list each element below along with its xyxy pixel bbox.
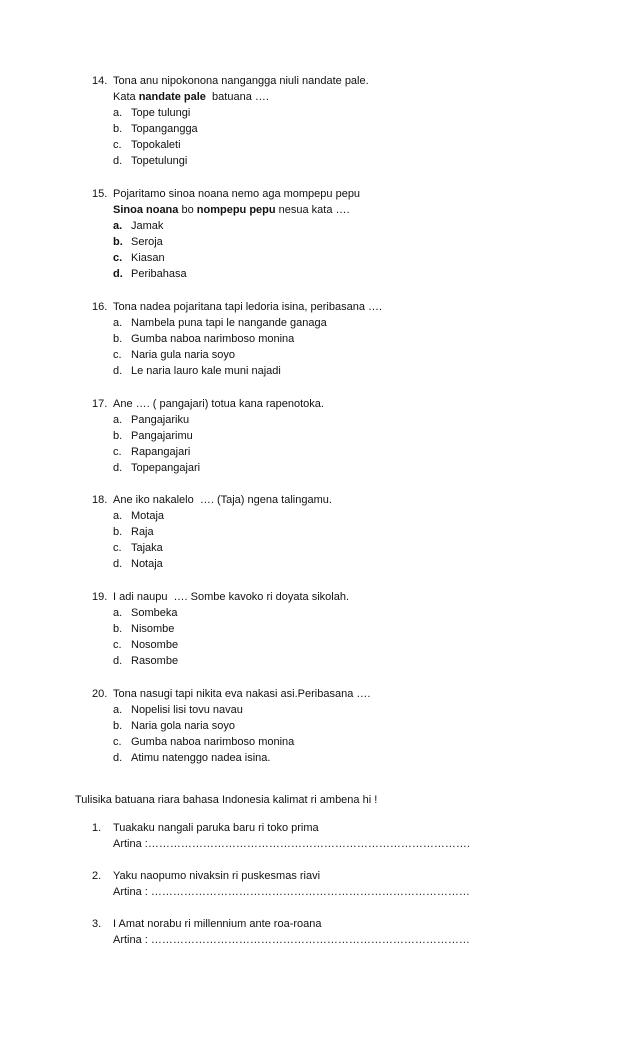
question-stem bbox=[92, 396, 612, 412]
option-a: a. Tope tulungi bbox=[113, 107, 191, 119]
question-20 bbox=[92, 686, 612, 766]
essay-item-2 bbox=[92, 868, 612, 900]
question-text: Pojaritamo sinoa noana nemo aga mompepu pepu bbox=[113, 188, 361, 200]
option-c: c. Tajaka bbox=[113, 542, 163, 554]
essay-answer-line: Artina : …………………………………………………………………………… bbox=[113, 934, 470, 946]
option-c: c. Topokaleti bbox=[113, 139, 181, 151]
essay-sentence bbox=[92, 820, 612, 836]
essay-text: Tuakaku nangali paruka baru ri toko prima bbox=[113, 822, 319, 834]
option-d: d. Atimu natenggo nadea isina. bbox=[113, 752, 271, 764]
question-number: 17. bbox=[92, 398, 108, 410]
essay-text: Yaku naopumo nivaksin ri puskesmas riavi bbox=[113, 870, 321, 882]
question-19 bbox=[92, 589, 612, 669]
bold-term: nandate pale bbox=[138, 91, 206, 103]
essay-text: I Amat norabu ri millennium ante roa-roana bbox=[113, 918, 322, 930]
option-d: d. Topepangajari bbox=[113, 462, 201, 474]
option-a: a. Nopelisi lisi tovu navau bbox=[113, 704, 243, 716]
question-number: 14. bbox=[92, 75, 108, 87]
essay-sentence bbox=[92, 916, 612, 932]
question-16 bbox=[92, 299, 612, 379]
question-number: 15. bbox=[92, 188, 108, 200]
option-b: b. Seroja bbox=[113, 236, 163, 248]
option-b: b. Topangangga bbox=[113, 123, 198, 135]
option-c: c. Kiasan bbox=[113, 252, 165, 264]
question-number: 16. bbox=[92, 301, 108, 313]
option-a: a. Pangajariku bbox=[113, 414, 190, 426]
essay-item-3 bbox=[92, 916, 612, 948]
option-b: b. Nisombe bbox=[113, 623, 175, 635]
essay-instruction: Tulisika batuana riara bahasa Indonesia kalimat ri ambena hi ! bbox=[75, 794, 378, 806]
question-stem bbox=[92, 686, 612, 702]
question-17 bbox=[92, 396, 612, 476]
question-text: I adi naupu …. Sombe kavoko ri doyata sikolah. bbox=[113, 591, 350, 603]
option-c: c. Nosombe bbox=[113, 639, 179, 651]
question-text: Ane …. ( pangajari) totua kana rapenotoka. bbox=[113, 398, 324, 410]
essay-number: 1. bbox=[92, 822, 102, 834]
option-d: d. Peribahasa bbox=[113, 268, 187, 280]
question-15 bbox=[92, 186, 612, 282]
question-text: Ane iko nakalelo …. (Taja) ngena talingamu. bbox=[113, 494, 332, 506]
question-text: Tona nadea pojaritana tapi ledoria isina, peribasana …. bbox=[113, 301, 383, 313]
question-stem bbox=[92, 589, 612, 605]
option-b: b. Raja bbox=[113, 526, 154, 538]
option-a: a. Nambela puna tapi le nangande ganaga bbox=[113, 317, 327, 329]
option-a: a. Sombeka bbox=[113, 607, 178, 619]
question-18 bbox=[92, 492, 612, 572]
question-stem bbox=[92, 186, 612, 202]
essay-number: 2. bbox=[92, 870, 102, 882]
option-c: c. Rapangajari bbox=[113, 446, 191, 458]
option-b: b. Gumba naboa narimboso monina bbox=[113, 333, 295, 345]
question-14 bbox=[92, 73, 612, 169]
question-text: Tona nasugi tapi nikita eva nakasi asi.Peribasana …. bbox=[113, 688, 371, 700]
essay-sentence bbox=[92, 868, 612, 884]
question-number: 20. bbox=[92, 688, 108, 700]
essay-answer-line: Artina : …………………………………………………………………………… bbox=[113, 886, 470, 898]
option-b: b. Pangajarimu bbox=[113, 430, 193, 442]
option-b: b. Naria gola naria soyo bbox=[113, 720, 235, 732]
question-line-2: Kata nandate pale batuana …. bbox=[113, 91, 269, 103]
option-a: a. Jamak bbox=[113, 220, 164, 232]
option-d: d. Le naria lauro kale muni najadi bbox=[113, 365, 281, 377]
bold-term: nompepu pepu bbox=[196, 204, 276, 216]
question-text: Tona anu nipokonona nangangga niuli nandate pale. bbox=[113, 75, 369, 87]
question-stem bbox=[92, 73, 612, 89]
essay-answer-line: Artina :……………………………………………………………………………. bbox=[113, 838, 470, 850]
option-d: d. Rasombe bbox=[113, 655, 179, 667]
option-d: d. Notaja bbox=[113, 558, 163, 570]
essay-number: 3. bbox=[92, 918, 102, 930]
option-d: d. Topetulungi bbox=[113, 155, 188, 167]
bold-term: Sinoa noana bbox=[113, 204, 179, 216]
option-c: c. Naria gula naria soyo bbox=[113, 349, 235, 361]
option-c: c. Gumba naboa narimboso monina bbox=[113, 736, 295, 748]
question-stem bbox=[92, 299, 612, 315]
question-stem bbox=[92, 492, 612, 508]
question-number: 18. bbox=[92, 494, 108, 506]
option-a: a. Motaja bbox=[113, 510, 165, 522]
question-number: 19. bbox=[92, 591, 108, 603]
question-line-2: Sinoa noana bo nompepu pepu nesua kata …. bbox=[113, 204, 350, 216]
essay-item-1 bbox=[92, 820, 612, 852]
